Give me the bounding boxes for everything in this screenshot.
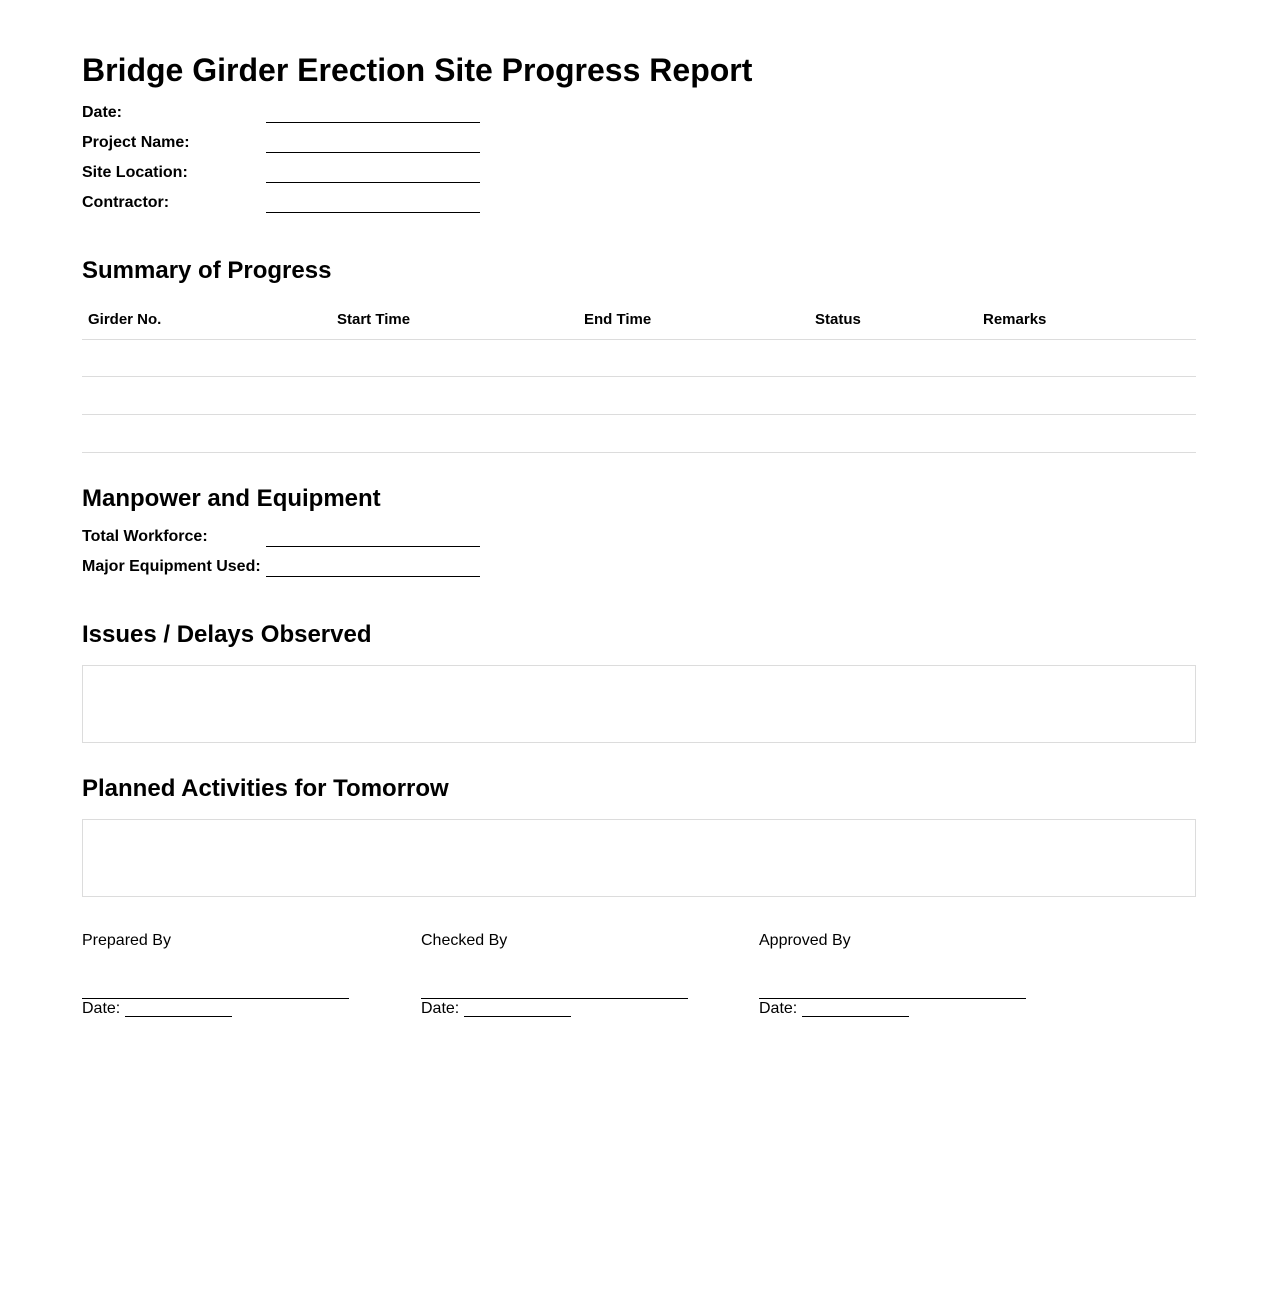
column-header-status: Status xyxy=(815,311,861,328)
approved-by-signature-line[interactable] xyxy=(759,998,1026,999)
summary-table-header xyxy=(82,311,1196,340)
table-row[interactable] xyxy=(82,377,1196,415)
table-row[interactable] xyxy=(82,339,1196,377)
project-name-input-line[interactable] xyxy=(266,152,480,153)
prepared-by-date-label: Date: xyxy=(82,1000,121,1017)
column-header-start-time: Start Time xyxy=(337,311,411,328)
project-name-label: Project Name: xyxy=(82,134,190,151)
major-equipment-input-line[interactable] xyxy=(266,576,480,577)
prepared-by-signature xyxy=(82,932,350,1022)
manpower-heading: Manpower and Equipment xyxy=(82,485,381,512)
issues-heading: Issues / Delays Observed xyxy=(82,621,372,648)
checked-by-date-line[interactable] xyxy=(464,1016,571,1017)
prepared-by-signature-line[interactable] xyxy=(82,998,349,999)
approved-by-label: Approved By xyxy=(759,932,851,949)
approved-by-date-line[interactable] xyxy=(802,1016,909,1017)
contractor-input-line[interactable] xyxy=(266,212,480,213)
date-input-line[interactable] xyxy=(266,122,480,123)
total-workforce-input-line[interactable] xyxy=(266,546,480,547)
summary-heading: Summary of Progress xyxy=(82,257,332,284)
approved-by-date-label: Date: xyxy=(759,1000,798,1017)
issues-textbox[interactable] xyxy=(82,665,1196,743)
date-label: Date: xyxy=(82,104,123,121)
planned-activities-heading: Planned Activities for Tomorrow xyxy=(82,775,449,802)
total-workforce-label: Total Workforce: xyxy=(82,528,208,545)
major-equipment-label: Major Equipment Used: xyxy=(82,558,261,575)
approved-by-signature xyxy=(759,932,1027,1022)
prepared-by-label: Prepared By xyxy=(82,932,171,949)
contractor-label: Contractor: xyxy=(82,194,170,211)
site-location-input-line[interactable] xyxy=(266,182,480,183)
checked-by-signature xyxy=(421,932,689,1022)
prepared-by-date-line[interactable] xyxy=(125,1016,232,1017)
site-location-label: Site Location: xyxy=(82,164,188,181)
checked-by-label: Checked By xyxy=(421,932,508,949)
column-header-remarks: Remarks xyxy=(983,311,1047,328)
column-header-girder-no: Girder No. xyxy=(88,311,162,328)
checked-by-date-label: Date: xyxy=(421,1000,460,1017)
table-row[interactable] xyxy=(82,415,1196,453)
column-header-end-time: End Time xyxy=(584,311,652,328)
report-title: Bridge Girder Erection Site Progress Report xyxy=(82,52,753,88)
planned-activities-textbox[interactable] xyxy=(82,819,1196,897)
checked-by-signature-line[interactable] xyxy=(421,998,688,999)
